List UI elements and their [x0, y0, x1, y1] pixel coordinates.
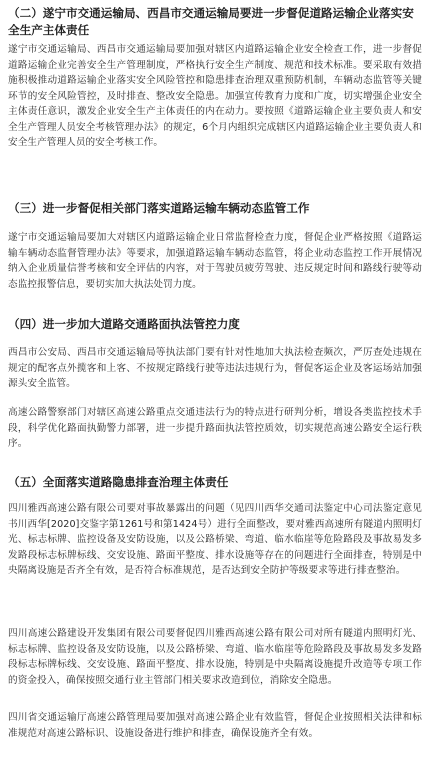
section-5-heading: （五）全面落实道路隐患排查治理主体责任	[8, 475, 229, 489]
section-3-paragraph-1: 遂宁市交通运输局要加大对辖区内道路运输企业日常监督检查力度，督促企业严格按照《道路运输车辆动态监督管理办法》等要求，加强道路运输车辆动态监管，将企业动态监控工作开展情况纳入企业质量信誉考核和安全评估的内容，对于驾驶员疲劳驾驶、违反规定时间和路线行驶等动态监控报警信息，要切实加大执法处罚力度。	[8, 232, 422, 290]
section-2-paragraph-1: 遂宁市交通运输局、西昌市交通运输局要加强对辖区内道路运输企业安全检查工作，进一步督促道路运输企业完善安全生产管理制度，严格执行安全生产制度、规范和技术标准。要采取有效措施积极推动道路运输企业落实安全风险管控和隐患排查治理双重预防机制，车辆动态监管等关键环节的安全风险管控，及时排查、整改安全隐患。加强宣传教育力度和广度，切实增强企业安全主体责任意识，激发企业安全生产主体责任的内在动力。要按照《道路运输企业主要负责人和安全生产管理人员安全考核管理办法》的规定，6个月内组织完成辖区内道路运输企业主要负责人和安全生产管理人员的安全考核工作。	[8, 44, 422, 148]
section-2-heading: （二）遂宁市交通运输局、西昌市交通运输局要进一步督促道路运输企业落实安全生产主体责任	[8, 6, 414, 37]
section-5-paragraph-3: 四川省交通运输厅高速公路管理局要加强对高速公路企业有效监管，督促企业按照相关法律和标准规范对高速公路标识、设施设备进行维护和排查，确保设施齐全有效。	[8, 712, 422, 739]
section-4-heading: （四）进一步加大道路交通路面执法管控力度	[8, 317, 240, 331]
section-5-paragraph-2: 四川高速公路建设开发集团有限公司要督促四川雅西高速公路有限公司对所有隧道内照明灯光、标志标牌、监控设备及安防设施，以及公路桥梁、弯道、临水临崖等危险路段及事故易发多发路段标志标牌标线、交安设施、路面平整度、排水设施，特别是中央隔离设施提升改造等专项工作的资金投入，确保按照交通行业主管部门相关要求改造到位，消除安全隐患。	[8, 628, 422, 686]
section-4-paragraph-2: 高速公路警察部门对辖区高速公路重点交通违法行为的特点进行研判分析，增设各类监控技术手段，科学优化路面执勤警力部署，进一步提升路面执法管控质效，切实规范高速公路安全运行秩序。	[8, 407, 422, 449]
section-3-heading: （三）进一步督促相关部门落实道路运输车辆动态监管工作	[8, 201, 310, 215]
section-4-paragraph-1: 西昌市公安局、西昌市交通运输局等执法部门要有针对性地加大执法检查频次，严厉查处违规在规定的配客点外揽客和上客、不按规定路线行驶等违法违规行为，督促客运企业及客运场站加强源头安全监管。	[8, 347, 422, 389]
section-5-paragraph-1: 四川雅西高速公路有限公司要对事故暴露出的问题（见四川西华交通司法鉴定中心司法鉴定意见书川西华[2020]交鉴字第1261号和第1424号）进行全面整改，要对雅西高速所有隧道内照明灯光、标志标牌、监控设备及安防设施，以及公路桥梁、弯道、临水临崖等危险路段及事故易发多发路段标志标牌标线、交安设施、路面平整度、排水设施等存在的问题进行全面排查，特别是中央隔离设施是否齐全有效，是否符合标准规范，是否达到安全防护等级要求等进行排查整治。	[8, 503, 422, 576]
